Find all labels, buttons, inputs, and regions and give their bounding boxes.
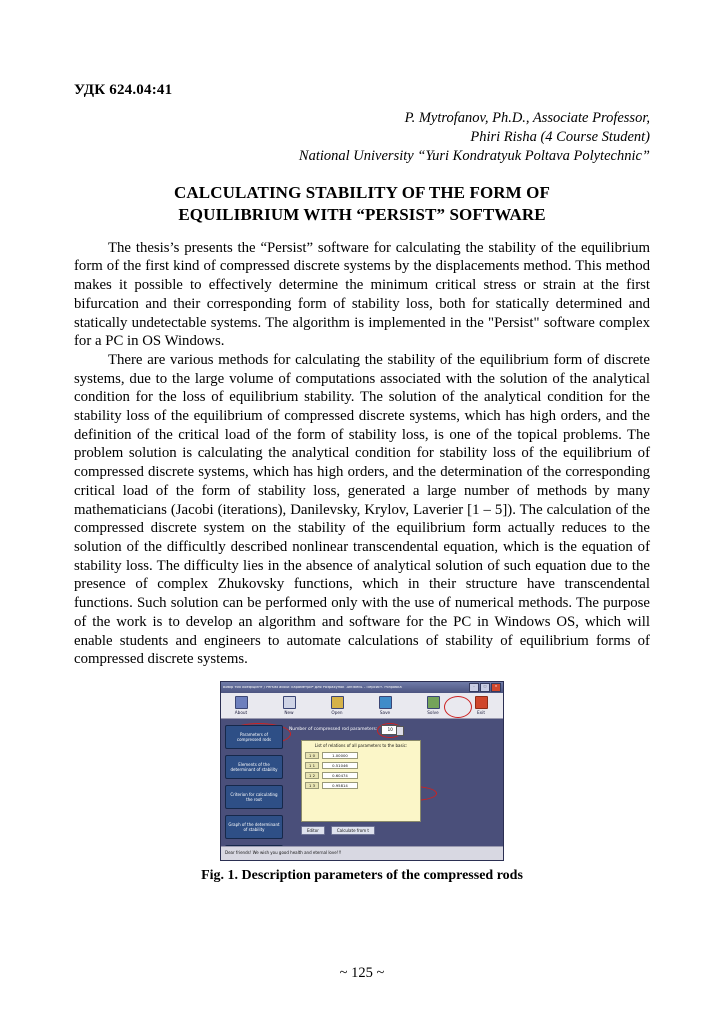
parameter-count-label: Number of compressed rod parameters: [289,727,378,733]
sidebar-item-parameters[interactable]: Parameters of compressed rods [225,725,283,749]
close-button[interactable]: ✕ [491,683,501,692]
list-item[interactable] [305,782,417,789]
toolbar-about-button[interactable] [227,696,255,716]
play-icon [427,696,440,709]
figure-caption: Fig. 1. Description parameters of the compressed rods [201,867,523,883]
list-item-index: 1 1 [305,762,319,769]
ratios-list-panel [301,740,421,822]
toolbar-new-label: New [284,709,294,715]
author-affiliation: National University “Yuri Kondratyuk Poltava Polytechnic” [298,147,650,164]
sidebar-item-determinant-graph[interactable]: Graph of the determinant of stability [225,815,283,839]
calculate-button[interactable]: Calculate from t [331,826,375,835]
list-item[interactable] [305,752,417,759]
author-block [74,109,650,166]
body-paragraph: There are various methods for calculating the stability of the equilibrium form of discrete systems, due to the large volume of computations associated with the solution of the analytical condition for the loss of equilibrium stability. The solution of the analytical condition for the stability loss of the equilibrium of compressed discrete systems, which has high orders, and the definition of the critical load of the form of stability loss, is one of the topical problems. The problem solution is calculating the analytical condition for stability loss of the equilibrium of compressed discrete systems, which has high orders, and the determination of the corresponding critical load of the form of stability loss, generated a large number of methods by many mathematicians (Jacobi (iterations), Danilevsky, Krylov, Laverier [1 – 5]). The calculation of the compressed discrete system on the stability of the equilibrium form actually reduces to the solution of the difficultly described nonlinear transcendental equation, which is the equation of stability loss. The difficulty lies in the absence of analytical solution of such equation due to the presence of complex Zhukovsky functions, which in their structure have transcendental functions. Such solution can be performed only with the use of numerical methods. The purpose of the work is to develop an algorithm and software for the PC in Windows OS, which will enable students and engineers to automate calculations of stability of equilibrium forms of compressed discrete systems. [74,351,650,668]
app-body [221,719,503,846]
new-file-icon [283,696,296,709]
status-bar: Dear friends! We wish you good health and eternal love!!! [221,846,503,860]
figure-container [74,681,650,861]
parameter-count-input[interactable]: 10 [381,725,399,735]
toolbar-exit-label: Exit [477,709,485,715]
list-item-index: 1 3 [305,782,319,789]
list-item-index: 1 0 [305,752,319,759]
sidebar-item-determinant-elements[interactable]: Elements of the determinant of stability [225,755,283,779]
title-line-1: CALCULATING STABILITY OF THE FORM OF [174,182,550,202]
toolbar-new-button[interactable] [275,696,303,716]
exit-icon [475,696,488,709]
list-item-value[interactable]: 0.60474 [322,772,358,779]
toolbar-solve-button[interactable] [419,696,447,716]
content-action-row [301,826,497,835]
list-item-value[interactable]: 1.00000 [322,752,358,759]
abstract-paragraph: The thesis’s presents the “Persist” software for calculating the stability of the equilibrium form of the first kind of compressed discrete systems by the displacements method. This method makes it possible to effectively determine the minimum critical stress or strain at the first bifurcation and their corresponding form of stability loss, both for statically determined and statically undetectable systems. The algorithm is implemented in the "Persist" software complex for a PC in OS Windows. [74,239,650,350]
page-title [74,182,650,227]
list-item[interactable] [305,762,417,769]
list-item-value[interactable]: 0.95814 [322,782,358,789]
toolbar-save-label: Save [379,709,391,715]
app-sidebar [221,719,287,846]
toolbar-open-button[interactable] [323,696,351,716]
app-titlebar [221,682,503,693]
app-content [287,719,503,846]
ratios-list-title: List of relations of all parameters to the basic: [314,742,408,748]
annotation-circle-exit [444,696,472,718]
minimize-button[interactable]: – [469,683,479,692]
udk-code: УДК 624.04:41 [74,82,173,98]
page-number: ~ 125 ~ [339,965,385,981]
maximize-button[interactable]: □ [480,683,490,692]
toolbar-solve-label: Solve [427,709,439,715]
parameter-count-row [289,725,497,735]
author-line-1: P. Mytrofanov, Ph.D., Associate Professor, [404,110,650,126]
folder-open-icon [331,696,344,709]
info-icon [235,696,248,709]
author-line-2: Phiri Risha (4 Course Student) [470,128,650,145]
application-screenshot [220,681,504,861]
toolbar-about-label: About [234,709,248,715]
toolbar-open-label: Open [331,709,343,715]
list-item[interactable] [305,772,417,779]
spinner-arrows-icon[interactable] [396,726,404,736]
window-controls [469,683,501,692]
list-item-index: 1 2 [305,772,319,779]
sidebar-item-root-criterion[interactable]: Criterion for calculating the root [225,785,283,809]
toolbar-save-button[interactable] [371,696,399,716]
app-window-title: Вибір тих коефіцієнт / Persist about Параметри* для Розрахунок .untitled1 - Персист. Розробка [223,685,402,689]
title-line-2: EQUILIBRIUM WITH “PERSIST” SOFTWARE [178,205,546,225]
save-disk-icon [379,696,392,709]
editor-button[interactable]: Editor [301,826,325,835]
list-item-value[interactable]: 0.51046 [322,762,358,769]
